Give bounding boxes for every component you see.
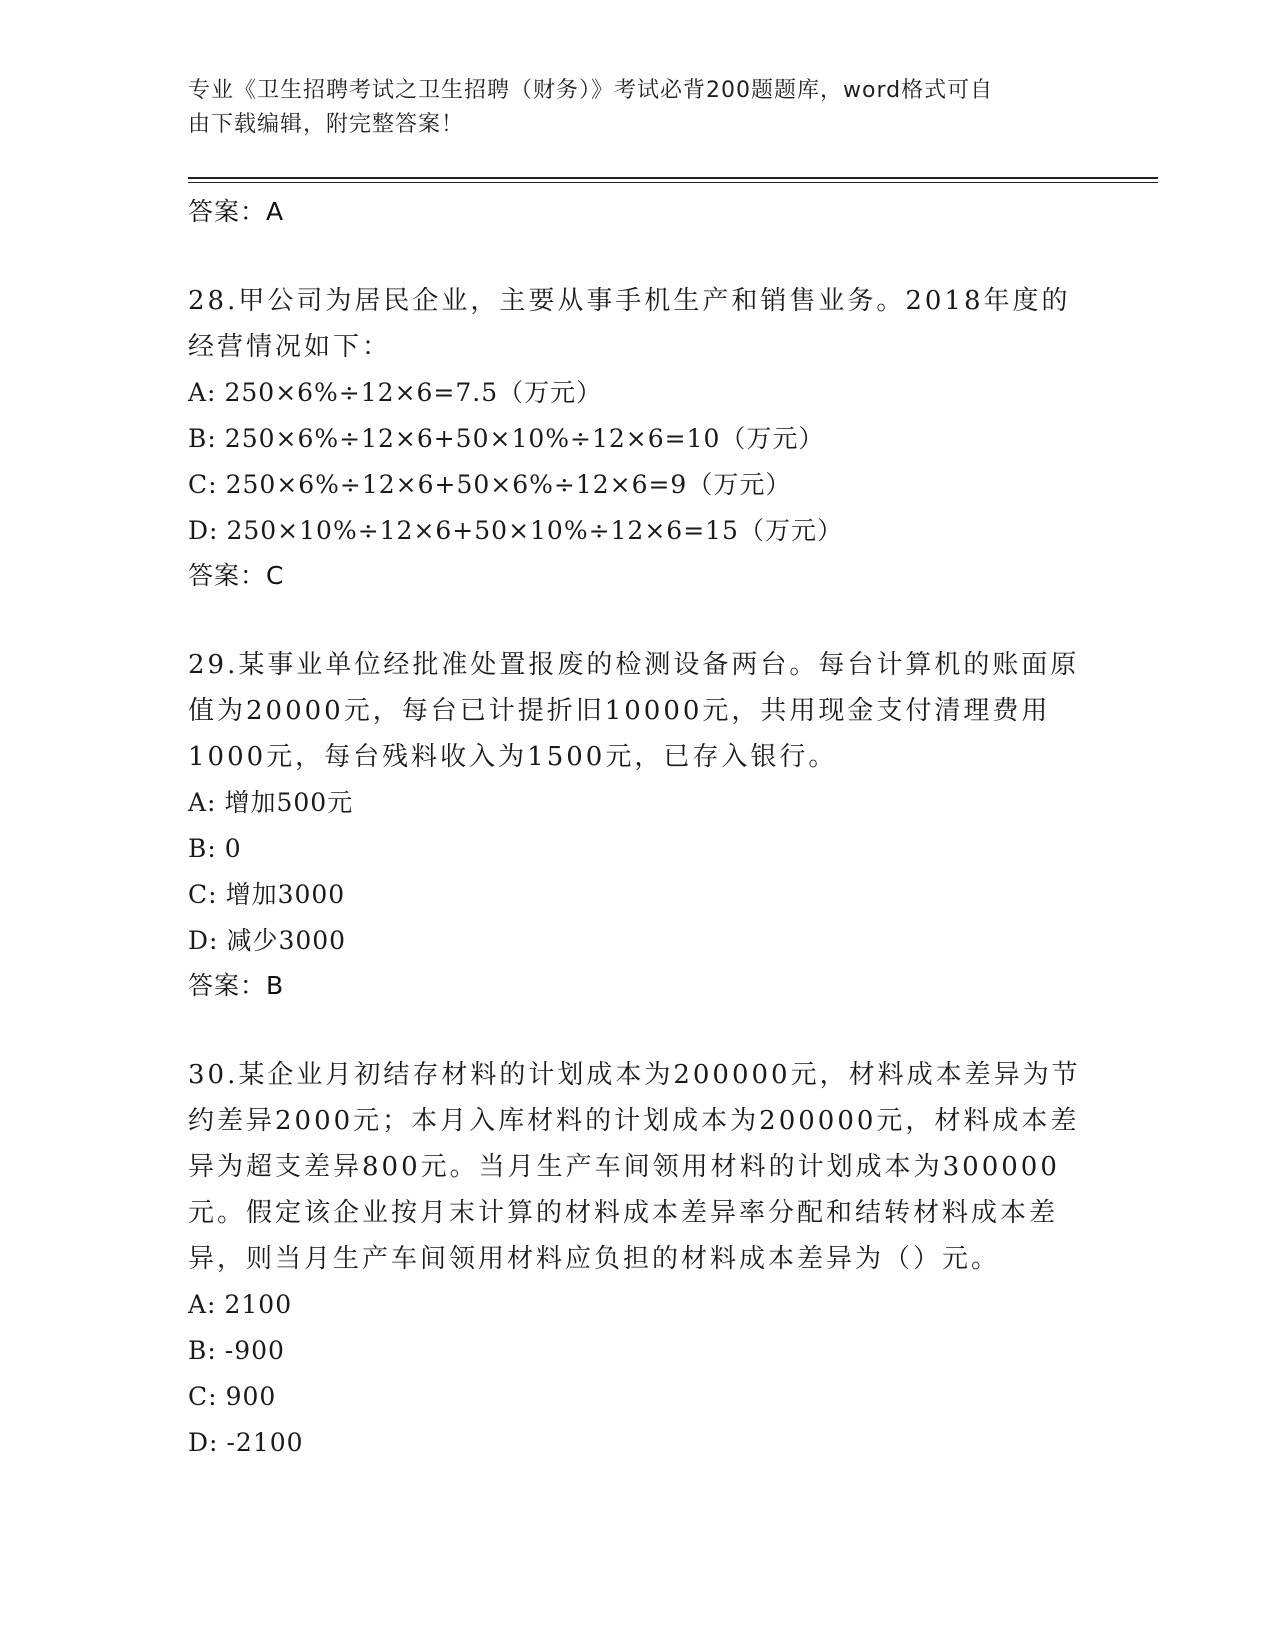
question-29 [188, 642, 1088, 1008]
option-letter: D: [188, 926, 219, 955]
option-text: 250×10%÷12×6+50×10%÷12×6=15（万元） [226, 516, 843, 545]
option-c [188, 1374, 1088, 1420]
document-header [188, 74, 1068, 142]
option-text: 增加3000 [225, 880, 346, 909]
option-c [188, 872, 1088, 918]
option-d [188, 918, 1088, 964]
option-text: 250×6%÷12×6+50×6%÷12×6=9（万元） [225, 470, 792, 499]
option-b [188, 1328, 1088, 1374]
option-c [188, 462, 1088, 508]
option-text: 250×6%÷12×6=7.5（万元） [224, 378, 603, 407]
option-text: 减少3000 [226, 926, 347, 955]
question-stem: 28.甲公司为居民企业，主要从事手机生产和销售业务。2018年度的经营情况如下： [188, 286, 1071, 362]
question-stem: 29.某事业单位经批准处置报废的检测设备两台。每台计算机的账面原值为20000元，每台已计提折旧10000元，共用现金支付清理费用1000元，每台残料收入为1500元，已存入银行。 [188, 650, 1080, 772]
option-a [188, 1282, 1088, 1328]
header-divider-thick [188, 177, 1158, 179]
option-text: -900 [224, 1336, 285, 1365]
option-b [188, 416, 1088, 462]
option-d [188, 508, 1088, 554]
option-letter: B: [188, 424, 217, 453]
option-b [188, 826, 1088, 872]
question-28 [188, 278, 1088, 598]
answer-line-27: 答案：A [188, 197, 285, 226]
header-line-1: 专业《卫生招聘考试之卫生招聘（财务）》考试必背200题题库，word格式可自 [188, 78, 994, 103]
option-letter: C: [188, 880, 218, 909]
option-text: -2100 [226, 1428, 304, 1457]
answer-line-29: 答案：B [188, 971, 285, 1000]
option-a [188, 370, 1088, 416]
option-letter: B: [188, 834, 217, 863]
option-text: 2100 [224, 1290, 293, 1319]
option-a [188, 780, 1088, 826]
option-letter: D: [188, 1428, 219, 1457]
option-letter: D: [188, 516, 219, 545]
answer-line-28: 答案：C [188, 561, 285, 590]
question-30 [188, 1052, 1088, 1466]
question-list [188, 190, 1088, 1466]
option-text: 250×6%÷12×6+50×10%÷12×6=10（万元） [224, 424, 825, 453]
option-text: 900 [225, 1382, 277, 1411]
option-letter: A: [188, 378, 217, 407]
question-stem: 30.某企业月初结存材料的计划成本为200000元，材料成本差异为节约差异2000元；本月入库材料的计划成本为200000元，材料成本差异为超支差异800元。当月生产车间领用材料的计划成本为300000元。假定该企业按月末计算的材料成本差异率分配和结转材料成本差异，则当月生产车间领用材料应负担的材料成本差异为（）元。 [188, 1060, 1081, 1274]
header-divider-thin [188, 182, 1158, 183]
option-letter: C: [188, 470, 218, 499]
header-line-2: 由下载编辑，附完整答案！ [188, 112, 465, 137]
option-text: 增加500元 [224, 788, 354, 817]
option-text: 0 [224, 834, 242, 863]
option-letter: A: [188, 788, 217, 817]
option-letter: B: [188, 1336, 217, 1365]
option-letter: C: [188, 1382, 218, 1411]
option-letter: A: [188, 1290, 217, 1319]
option-d [188, 1420, 1088, 1466]
